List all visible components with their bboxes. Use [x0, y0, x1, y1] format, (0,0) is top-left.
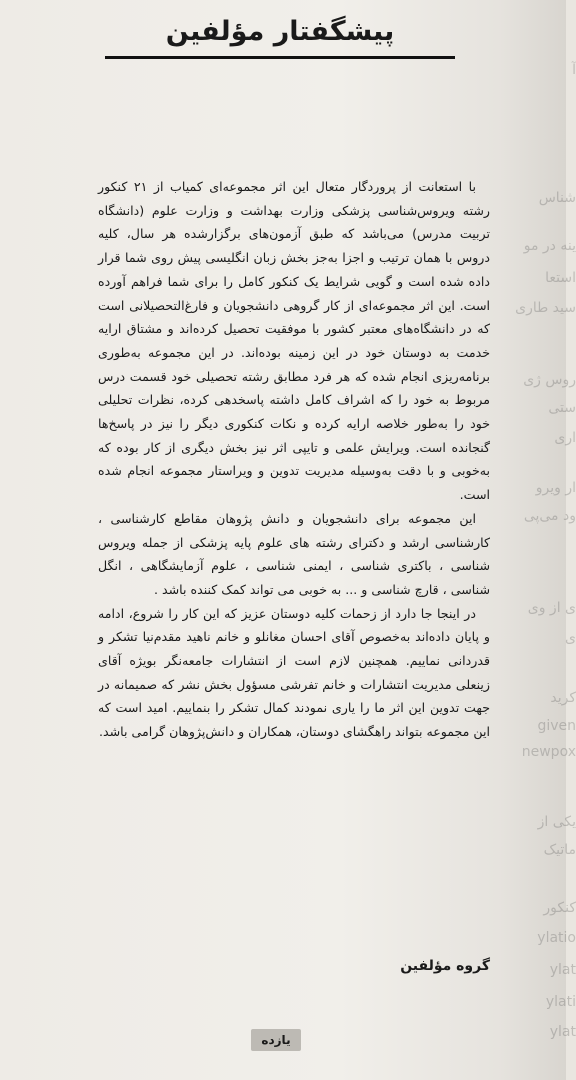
facing-page-bleed-through: آ شناس ینه در مو استعا سید طاری روس ژی ستی اری ار ویرو ود می‌پی ی از وی ی کرید given newpox یکی از ماتیک کنکور ylatio ylat ylati ylat [515, 62, 576, 1040]
preface-body [98, 175, 490, 744]
authors-signature: گروه مؤلفین [400, 958, 490, 974]
page-number: یازده [251, 1029, 301, 1051]
paragraph-audience: این مجموعه برای دانشجویان و دانش پژوهان مقاطع کارشناسی ، کارشناسی ارشد و دکترای رشته های علوم پایه پزشکی از جمله ویروس شناسی ، باکتری شناسی ، ایمنی شناسی ، علوم آزمایشگاهی ، انگل شناسی ، قارچ شناسی و ... به خوبی می تواند کمک کننده باشد . [98, 510, 490, 597]
paragraph-intro: با استعانت از پروردگار متعال این اثر مجموعه‌ای کمیاب از ۲۱ کنکور رشته ویروس‌شناسی پزشکی وزارت بهداشت و وزارت علوم (دانشگاه تربیت مدرس) می‌باشد که طبق آزمون‌های برگزارشده هر سال، کلیه دروس با همان ترتیب و اجزا به‌جز بخش زبان انگلیسی پیش روی شما قرار داده شده است و گویی شرایط یک کنکور کامل را برای شما فراهم آورده است. این اثر مجموعه‌ای از کار گروهی دانشجویان و فارغ‌التحصیلانی است که در دانشگاه‌های معتبر کشور با موفقیت تحصیل کرده‌اند و مشتاق ارایه خدمت به دوستان خود در این زمینه بوده‌اند. در این مجموعه به‌طوری برنامه‌ریزی انجام شده که هر فرد مطابق رشته تحصیلی خود قسمت درس مربوط به خود را که اشراف کامل داشته پاسخدهی کرده، نظرات تحلیلی خود را به‌طور خلاصه ارایه کرده و نکات کنکوری دیگر را نیز در پاسخ‌ها گنجانده است. ویرایش علمی و تایپی اثر نیز بخش دیگری از کار بوده که به‌خوبی و با دقت به‌وسیله مدیریت تدوین و ویراستار مجموعه انجام شده است. [98, 179, 490, 503]
page-title: پیشگفتار مؤلفین [165, 16, 395, 47]
title-underline [105, 56, 455, 59]
title-block [100, 10, 460, 59]
paragraph-acknowledgements: در اینجا جا دارد از زحمات کلیه دوستان عزیز که این کار را شروع، ادامه و پایان داده‌اند به‌خصوص آقای احسان مغانلو و خانم ناهید مقدم‌نیا تشکر و قدردانی نماییم. همچنین لازم است از انتشارات جامعه‌نگر بویژه آقای زینعلی مدیریت انتشارات و خانم تفرشی مسؤول بخش نشر که صمیمانه در جهت تدوین این اثر ما را یاری نمودند کمال تشکر را بنماییم. امید است که این مجموعه بتواند راهگشای دوستان، همکاران و دانش‌پژوهان گرامی باشد. [98, 605, 490, 740]
